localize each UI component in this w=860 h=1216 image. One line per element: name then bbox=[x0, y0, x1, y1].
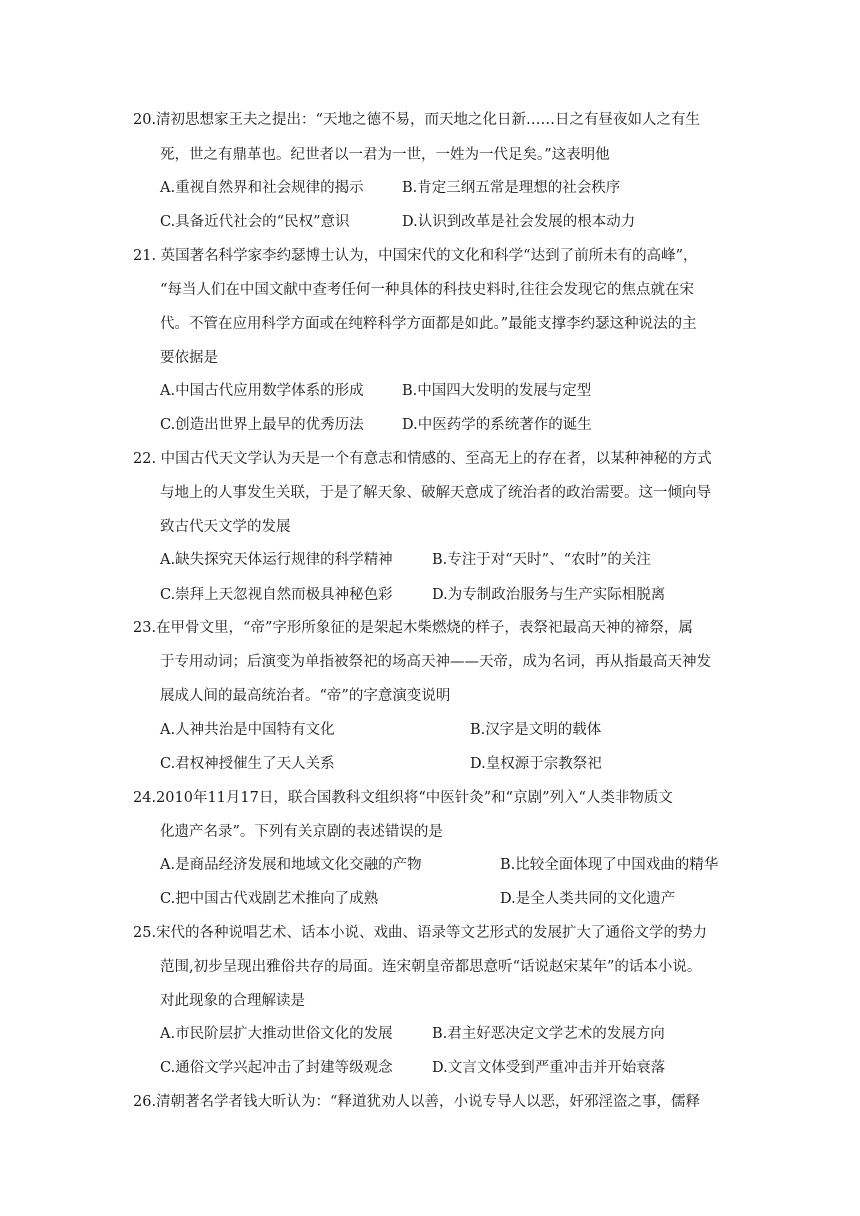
question-23-option-a: A.人神共治是中国特有文化 bbox=[160, 722, 335, 738]
question-24-stem-line-1: 24.2010年11月17日，联合国教科文组织将“中医针灸”和“京剧”列入“人类非物质文 bbox=[133, 790, 673, 806]
question-23-stem-line-1: 23.在甲骨文里，“帝”字形所象征的是架起木柴燃烧的样子，表祭祀最高天神的禘祭，属 bbox=[133, 620, 693, 636]
question-21-stem-line-3: 代。不管在应用科学方面或在纯粹科学方面都是如此。”最能支撑李约瑟这种说法的主 bbox=[160, 316, 697, 332]
question-20-option-a: A.重视自然界和社会规律的揭示 bbox=[160, 180, 364, 196]
question-22-stem-line-2: 与地上的人事发生关联，于是了解天象、破解天意成了统治者的政治需要。这一倾向导 bbox=[160, 485, 711, 501]
question-20-stem-line-2: 死，世之有鼎革也。纪世者以一君为一世，一姓为一代足矣。”这表明他 bbox=[160, 147, 610, 163]
question-23-stem-line-3: 展成人间的最高统治者。“帝”的字意演变说明 bbox=[160, 688, 451, 704]
question-24-stem-line-2: 化遗产名录”。下列有关京剧的表述错误的是 bbox=[160, 824, 443, 840]
question-21-option-c: C.创造出世界上最早的优秀历法 bbox=[160, 417, 364, 433]
question-26-stem-line-1: 26.清朝著名学者钱大昕认为：“释道犹劝人以善，小说专导人以恶，奸邪淫盗之事，儒释 bbox=[133, 1094, 700, 1110]
question-21-stem-line-4: 要依据是 bbox=[160, 350, 218, 366]
question-25-stem-line-3: 对此现象的合理解读是 bbox=[160, 993, 305, 1009]
question-25-option-c: C.通俗文学兴起冲击了封建等级观念 bbox=[160, 1060, 393, 1076]
question-24-option-d: D.是全人类共同的文化遗产 bbox=[500, 891, 676, 907]
question-22-stem-line-3: 致古代天文学的发展 bbox=[160, 519, 291, 535]
question-23-option-d: D.皇权源于宗教祭祀 bbox=[470, 756, 602, 772]
question-22-option-c: C.崇拜上天忽视自然而极具神秘色彩 bbox=[160, 587, 393, 603]
question-22-stem-line-1: 22. 中国古代天文学认为天是一个有意志和情感的、至高无上的存在者，以某种神秘的方式 bbox=[133, 451, 712, 467]
question-22-option-d: D.为专制政治服务与生产实际相脱离 bbox=[432, 587, 666, 603]
question-21-stem-line-1: 21. 英国著名科学家李约瑟博士认为，中国宋代的文化和科学“达到了前所未有的高峰”， bbox=[133, 248, 698, 264]
question-20-option-d: D.认识到改革是社会发展的根本动力 bbox=[402, 214, 636, 230]
question-21-stem-line-2: “每当人们在中国文献中查考任何一种具体的科技史料时,往往会发现它的焦点就在宋 bbox=[160, 282, 695, 298]
question-20-option-c: C.具备近代社会的“民权”意识 bbox=[160, 214, 350, 230]
question-21-option-d: D.中医药学的系统著作的诞生 bbox=[402, 417, 592, 433]
question-23-option-b: B.汉字是文明的载体 bbox=[470, 722, 602, 738]
question-21-option-a: A.中国古代应用数学体系的形成 bbox=[160, 383, 364, 399]
question-22-option-a: A.缺失探究天体运行规律的科学精神 bbox=[160, 552, 393, 568]
question-24-option-a: A.是商品经济发展和地域文化交融的产物 bbox=[160, 857, 422, 873]
question-25-option-a: A.市民阶层扩大推动世俗文化的发展 bbox=[160, 1026, 393, 1042]
question-25-stem-line-2: 范围,初步呈现出雅俗共存的局面。连宋朝皇帝都思意听“话说赵宋某年”的话本小说。 bbox=[160, 959, 702, 975]
question-24-option-b: B.比较全面体现了中国戏曲的精华 bbox=[500, 857, 719, 873]
question-23-stem-line-2: 于专用动词；后演变为单指被祭祀的场高天神——天帝，成为名词，再从指最高天神发 bbox=[160, 654, 711, 670]
question-24-option-c: C.把中国古代戏剧艺术推向了成熟 bbox=[160, 891, 379, 907]
question-25-stem-line-1: 25.宋代的各种说唱艺术、话本小说、戏曲、语录等文艺形式的发展扩大了通俗文学的势力 bbox=[133, 925, 708, 941]
question-23-option-c: C.君权神授催生了天人关系 bbox=[160, 756, 335, 772]
question-25-option-b: B.君主好恶决定文学艺术的发展方向 bbox=[432, 1026, 665, 1042]
question-25-option-d: D.文言文体受到严重冲击并开始衰落 bbox=[432, 1060, 666, 1076]
question-20-option-b: B.肯定三纲五常是理想的社会秩序 bbox=[402, 180, 621, 196]
question-22-option-b: B.专注于对“天时”、“农时”的关注 bbox=[432, 552, 651, 568]
question-20-stem-line-1: 20.清初思想家王夫之提出：“天地之德不易，而天地之化日新……日之有昼夜如人之有生 bbox=[133, 112, 700, 128]
question-21-option-b: B.中国四大发明的发展与定型 bbox=[402, 383, 592, 399]
